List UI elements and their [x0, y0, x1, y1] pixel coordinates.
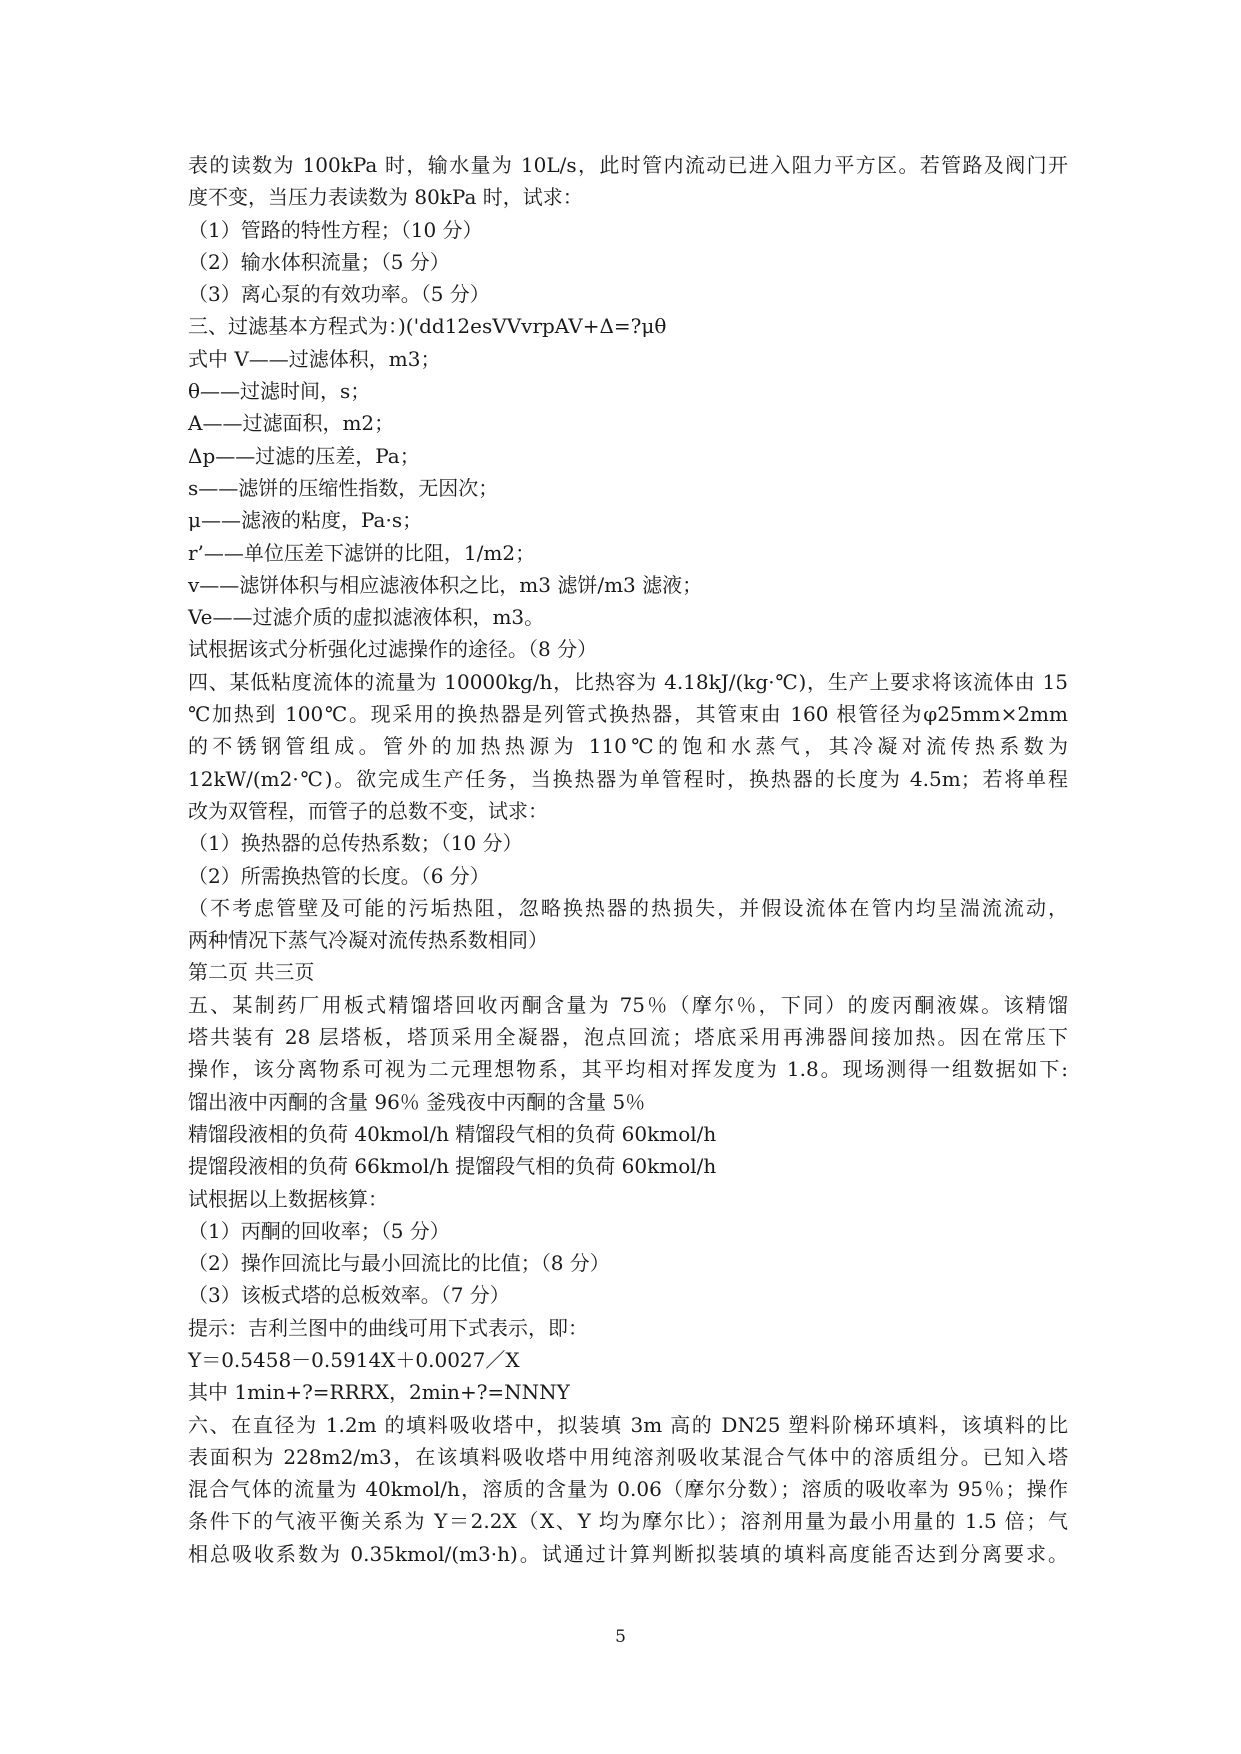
- text-line: ℃加热到 100℃。现采用的换热器是列管式换热器，其管束由 160 根管径为φ25mm×2mm: [188, 702, 1068, 727]
- text-line: 12kW/(m2·℃)。欲完成生产任务，当换热器为单管程时，换热器的长度为 4.5m；若将单程: [188, 766, 1068, 791]
- text-line: 表面积为 228m2/m3，在该填料吸收塔中用纯溶剂吸收某混合气体中的溶质组分。已知入塔: [188, 1444, 1068, 1469]
- page-body-text: [188, 149, 1068, 1570]
- text-line: 塔共装有 28 层塔板，塔顶采用全凝器，泡点回流；塔底采用再沸器间接加热。因在常压下: [188, 1025, 1068, 1050]
- text-line: 提示：吉利兰图中的曲线可用下式表示，即：: [188, 1315, 588, 1340]
- text-line: 五、某制药厂用板式精馏塔回收丙酮含量为 75％（摩尔％，下同）的废丙酮液媒。该精馏: [188, 992, 1068, 1017]
- text-line: Y＝0.5458－0.5914X＋0.0027／X: [188, 1347, 520, 1372]
- text-line: A——过滤面积，m2；: [188, 411, 395, 436]
- text-line: 相总吸收系数为 0.35kmol/(m3·h)。试通过计算判断拟装填的填料高度能否达到分离要求。: [188, 1541, 1068, 1566]
- text-line: 的不锈钢管组成。管外的加热热源为 110℃的饱和水蒸气，其冷凝对流传热系数为: [188, 734, 1068, 759]
- text-line: Δp——过滤的压差，Pa；: [188, 443, 420, 468]
- text-line: （1）换热器的总传热系数；（10 分）: [188, 831, 523, 856]
- text-line: 混合气体的流量为 40kmol/h，溶质的含量为 0.06（摩尔分数）；溶质的吸收率为 95％；操作: [188, 1477, 1068, 1502]
- text-line: μ——滤液的粘度，Pa·s；: [188, 508, 423, 533]
- text-line: 第二页 共三页: [188, 960, 315, 985]
- text-line: （1）丙酮的回收率；（5 分）: [188, 1218, 450, 1243]
- text-line: 六、在直径为 1.2m 的填料吸收塔中，拟装填 3m 高的 DN25 塑料阶梯环填料，该填料的比: [188, 1412, 1068, 1437]
- text-line: r’——单位压差下滤饼的比阻，1/m2；: [188, 540, 536, 565]
- text-line: s——滤饼的压缩性指数，无因次；: [188, 475, 499, 500]
- text-line: （2）操作回流比与最小回流比的比值；（8 分）: [188, 1251, 610, 1276]
- text-line: 式中 V——过滤体积，m3；: [188, 346, 441, 371]
- text-line: （3）该板式塔的总板效率。（7 分）: [188, 1283, 510, 1308]
- text-line: （2）输水体积流量；（5 分）: [188, 249, 450, 274]
- text-line: 其中 1min+?=RRRX，2min+?=NNNY: [188, 1380, 570, 1405]
- text-line: 改为双管程，而管子的总数不变，试求：: [188, 798, 548, 823]
- text-line: 操作，该分离物系可视为二元理想物系，其平均相对挥发度为 1.8。现场测得一组数据如下:: [188, 1057, 1068, 1082]
- page-number: 5: [615, 1627, 626, 1647]
- text-line: 试根据该式分析强化过滤操作的途径。（8 分）: [188, 637, 598, 662]
- text-line: Ve——过滤介质的虚拟滤液体积，m3。: [188, 605, 545, 630]
- text-line: 试根据以上数据核算：: [188, 1186, 388, 1211]
- text-line: （不考虑管壁及可能的污垢热阻，忽略换热器的热损失，并假设流体在管内均呈湍流流动，: [188, 895, 1068, 920]
- text-line: θ——过滤时间，s；: [188, 379, 371, 404]
- text-line: 表的读数为 100kPa 时，输水量为 10L/s，此时管内流动已进入阻力平方区。若管路及阀门开: [188, 153, 1068, 177]
- text-line: 精馏段液相的负荷 40kmol/h 精馏段气相的负荷 60kmol/h: [188, 1121, 717, 1146]
- text-line: 条件下的气液平衡关系为 Y＝2.2X（X、Y 均为摩尔比）；溶剂用量为最小用量的 1.5 倍；气: [188, 1509, 1068, 1534]
- text-line: （2）所需换热管的长度。（6 分）: [188, 863, 490, 888]
- text-line: 馏出液中丙酮的含量 96％ 釜残夜中丙酮的含量 5％: [188, 1089, 646, 1114]
- text-line: 度不变，当压力表读数为 80kPa 时，试求：: [188, 185, 583, 210]
- text-line: 三、过滤基本方程式为：)('dd12esVVvrpAV+Δ=?μθ: [188, 314, 667, 339]
- text-line: 两种情况下蒸气冷凝对流传热系数相同）: [188, 928, 548, 953]
- text-line: （1）管路的特性方程；（10 分）: [188, 217, 483, 242]
- text-line: 提馏段液相的负荷 66kmol/h 提馏段气相的负荷 60kmol/h: [188, 1154, 717, 1179]
- text-line: （3）离心泵的有效功率。（5 分）: [188, 282, 490, 307]
- text-line: v——滤饼体积与相应滤液体积之比，m3 滤饼/m3 滤液；: [188, 572, 703, 597]
- text-line: 四、某低粘度流体的流量为 10000kg/h，比热容为 4.18kJ/(kg·℃)，生产上要求将该流体由 15: [188, 669, 1068, 694]
